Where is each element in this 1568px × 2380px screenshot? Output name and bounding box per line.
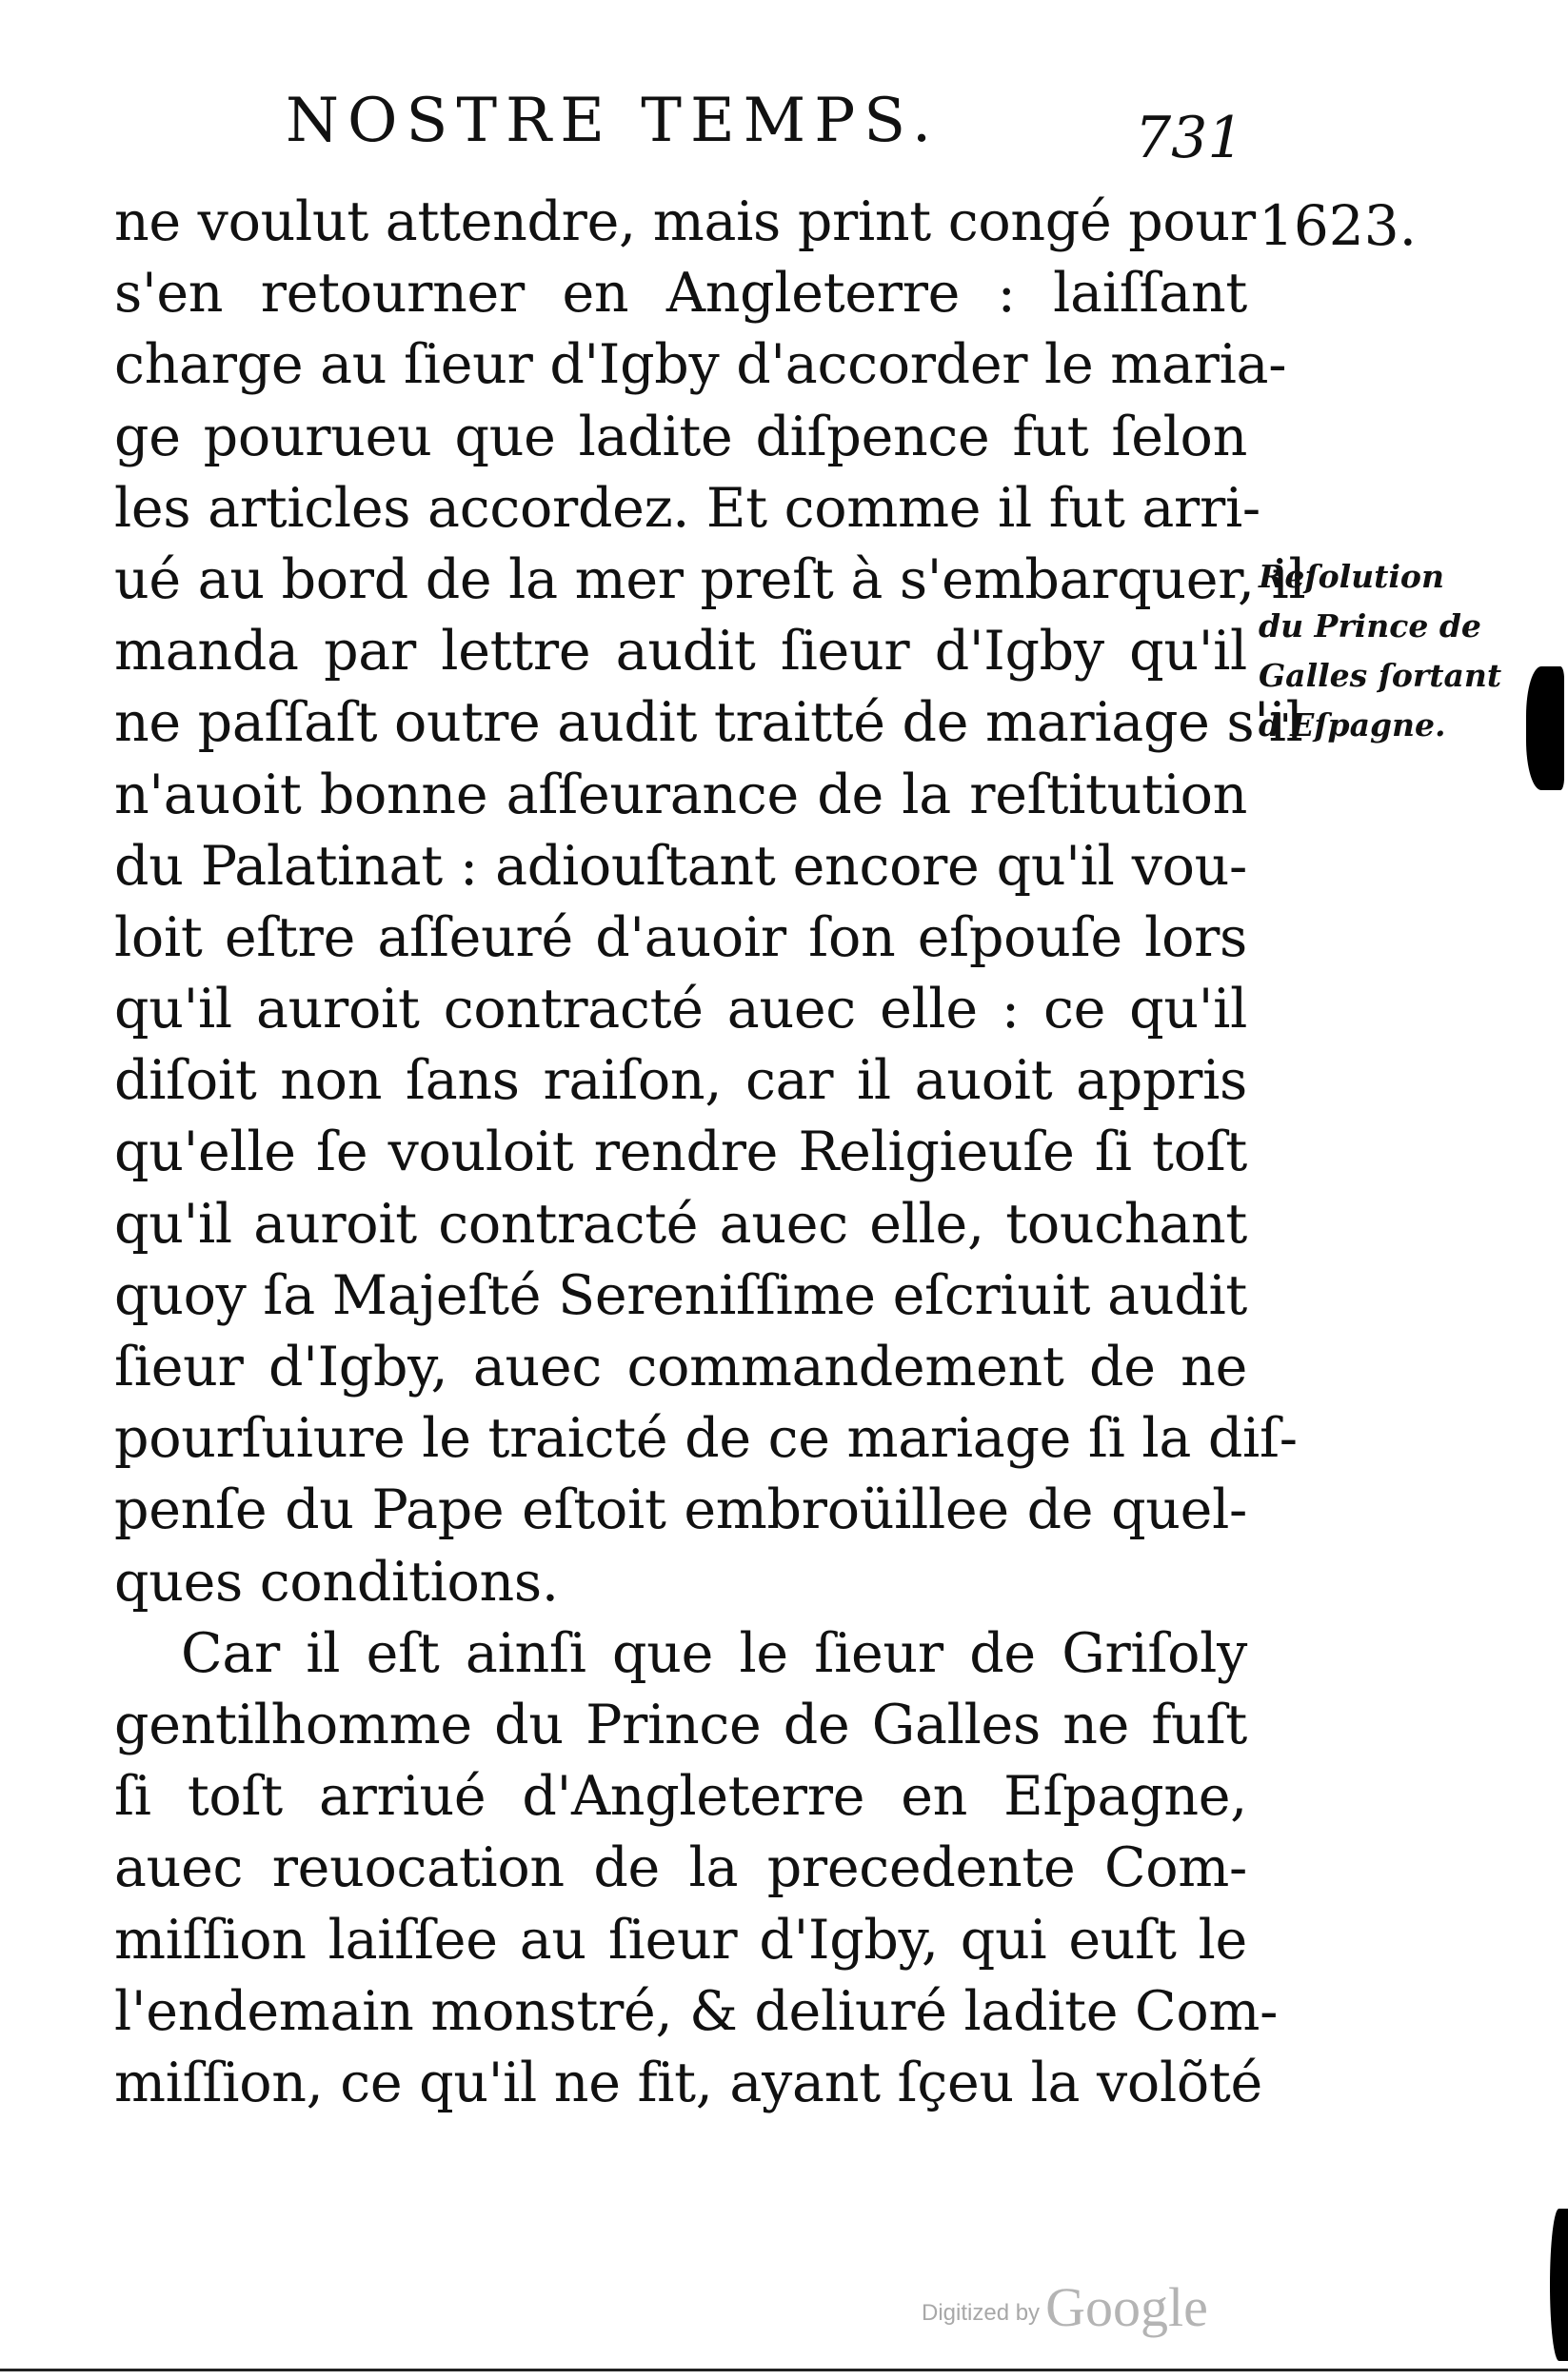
page-number: 731 <box>1135 105 1244 171</box>
text-line: ne voulut attendre, mais print congé pour <box>114 190 1256 253</box>
page-edge-shadow <box>1550 2209 1568 2361</box>
text-line: qu'il auroit contracté auec elle : ce qu'il <box>114 978 1247 1041</box>
text-line: quoy ſa Majeſté Sereniſſime eſcriuit audit <box>114 1263 1247 1327</box>
text-line: ué au bord de la mer preſt à s'embarquer, il <box>114 547 1306 611</box>
text-line: auec reuocation de la precedente Com- <box>114 1836 1247 1900</box>
bottom-edge-rule <box>0 2369 1568 2371</box>
body-text <box>114 187 1306 2119</box>
text-line: pourſuiure le traicté de ce mariage ſi la diſ- <box>114 1407 1298 1471</box>
text-line-paragraph-end: ques conditions. <box>114 1550 559 1614</box>
margin-note-line: du Prince de <box>1259 607 1481 645</box>
text-line: ne paſſaſt outre audit traitté de mariage s'il <box>114 691 1303 755</box>
text-line-paragraph-start: Car il eſt ainſi que le ſieur de Griſoly <box>181 1621 1247 1685</box>
text-line: charge au ſieur d'Igby d'accorder le maria- <box>114 333 1287 397</box>
text-line: qu'elle ſe vouloit rendre Religieuſe ſi toſt <box>114 1121 1247 1184</box>
text-line: n'auoit bonne aſſeurance de la reſtitution <box>114 763 1247 826</box>
text-line: diſoit non ſans raiſon, car il auoit appris <box>114 1049 1247 1113</box>
text-line: les articles accordez. Et comme il fut arri- <box>114 476 1260 540</box>
margin-note-line: d'Eſpagne. <box>1259 706 1446 744</box>
margin-note-line: Reſolution <box>1259 558 1444 595</box>
text-line: ge pourueu que ladite diſpence fut ſelon <box>114 405 1247 468</box>
text-line: gentilhomme du Prince de Galles ne fuſt <box>114 1693 1247 1756</box>
digitized-prefix: Digitized by <box>922 2300 1041 2326</box>
text-line: ſieur d'Igby, auec commandement de ne <box>114 1336 1247 1398</box>
text-line: penſe du Pape eſtoit embroüillee de quel- <box>114 1478 1247 1542</box>
digitized-watermark <box>922 2276 1208 2338</box>
text-line: loit eſtre aſſeuré d'auoir ſon eſpouſe lors <box>114 905 1247 969</box>
text-line: qu'il auroit contracté auec elle, touchant <box>114 1192 1247 1256</box>
text-line: manda par lettre audit ſieur d'Igby qu'il <box>114 620 1247 684</box>
text-line: du Palatinat : adiouſtant encore qu'il vou- <box>114 834 1247 898</box>
text-line: ſi toſt arriué d'Angleterre en Eſpagne, <box>114 1765 1247 1829</box>
margin-note-line: Galles ſortant <box>1259 657 1502 694</box>
text-line: miſſion laiſſee au ſieur d'Igby, qui euſt le <box>114 1908 1247 1972</box>
ink-blot-mark <box>1526 666 1564 790</box>
text-line: miſſion, ce qu'il ne fit, ayant ſçeu la volõté <box>114 2051 1262 2114</box>
text-line: l'endemain monstré, & deliuré ladite Com- <box>114 1979 1279 2043</box>
google-logo-text: Google <box>1045 2276 1208 2338</box>
margin-note <box>1259 552 1516 750</box>
text-line: s'en retourner en Angleterre : laiſſant <box>114 262 1247 326</box>
running-title: NOSTRE TEMPS. <box>286 86 941 156</box>
margin-year: 1623. <box>1259 193 1418 258</box>
